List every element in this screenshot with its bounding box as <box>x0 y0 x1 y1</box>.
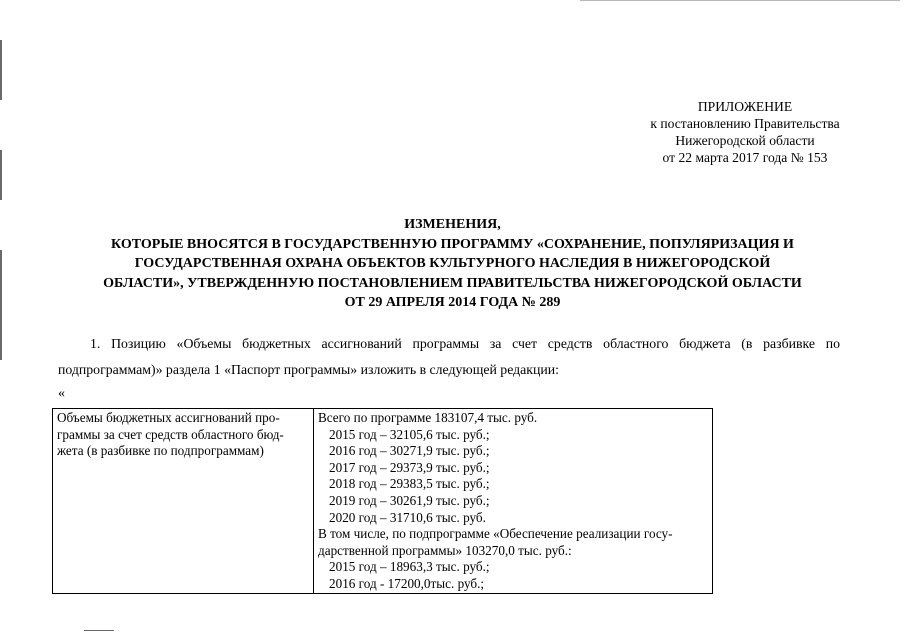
title-line: ОТ 29 АПРЕЛЯ 2014 ГОДА № 289 <box>344 295 561 310</box>
cell-line: 2016 год – 30271,9 тыс. руб.; <box>329 443 490 459</box>
appendix-label: ПРИЛОЖЕНИЕ <box>697 99 793 114</box>
passport-table <box>52 408 713 594</box>
cell-line: 2017 год – 29373,9 тыс. руб.; <box>329 459 490 475</box>
table-row <box>53 409 713 594</box>
cell-line: 2019 год – 30261,9 тыс. руб.; <box>329 492 490 508</box>
cell-line: граммы за счет средств областного бюд- <box>57 426 284 442</box>
scan-bottom-mark <box>84 630 114 631</box>
appendix-date-line: от 22 марта 2017 года № 153 <box>662 150 828 165</box>
cell-line: 2015 год – 32105,6 тыс. руб.; <box>329 426 490 442</box>
cell-line: 2020 год – 31710,6 тыс. руб. <box>329 509 486 525</box>
cell-line: В том числе, по подпрограмме «Обеспечение реализации госу- <box>318 526 673 542</box>
title-line: ГОСУДАРСТВЕННАЯ ОХРАНА ОБЪЕКТОВ КУЛЬТУРНОГО НАСЛЕДИЯ В НИЖЕГОРОДСКОЙ <box>134 256 771 271</box>
cell-line: 2016 год - 17200,0тыс. руб.; <box>329 575 485 591</box>
opening-quote: « <box>58 386 65 401</box>
cell-line: Объемы бюджетных ассигнований про- <box>57 410 280 425</box>
paragraph-line: подпрограммам)» раздела 1 «Паспорт программы» изложить в следующей редакции: <box>58 362 559 377</box>
scan-edge-mark <box>0 150 2 200</box>
cell-line: 2018 год – 29383,5 тыс. руб.; <box>329 476 490 492</box>
title-line: ОБЛАСТИ», УТВЕРЖДЕННУЮ ПОСТАНОВЛЕНИЕМ ПРАВИТЕЛЬСТВА НИЖЕГОРОДСКОЙ ОБЛАСТИ <box>103 275 802 291</box>
paragraph-1 <box>58 331 840 383</box>
title-line: КОТОРЫЕ ВНОСЯТСЯ В ГОСУДАРСТВЕННУЮ ПРОГРАММУ «СОХРАНЕНИЕ, ПОПУЛЯРИЗАЦИЯ И <box>111 236 794 252</box>
cell-line: жета (в разбивке по подпрограммам) <box>57 443 264 459</box>
table-cell-label <box>53 409 314 594</box>
document-title <box>40 215 865 313</box>
appendix-line: Нижегородской области <box>675 133 815 148</box>
cell-line: дарственной программы» 103270,0 тыс. руб.: <box>318 542 572 558</box>
title-line: ИЗМЕНЕНИЯ, <box>404 217 501 232</box>
paragraph-line: 1. Позицию «Объемы бюджетных ассигнований программы за счет средств областного бюджета (в разбивке по <box>90 336 840 351</box>
cell-line: Всего по программе 183107,4 тыс. руб. <box>318 410 538 425</box>
cell-line: 2015 год – 18963,3 тыс. руб.; <box>329 559 490 575</box>
scan-top-edge <box>580 0 900 1</box>
scan-edge-mark <box>0 250 2 360</box>
table-cell-values <box>314 409 713 594</box>
appendix-line: к постановлению Правительства <box>650 116 840 131</box>
appendix-header <box>600 98 890 166</box>
scan-edge-mark <box>0 40 2 100</box>
